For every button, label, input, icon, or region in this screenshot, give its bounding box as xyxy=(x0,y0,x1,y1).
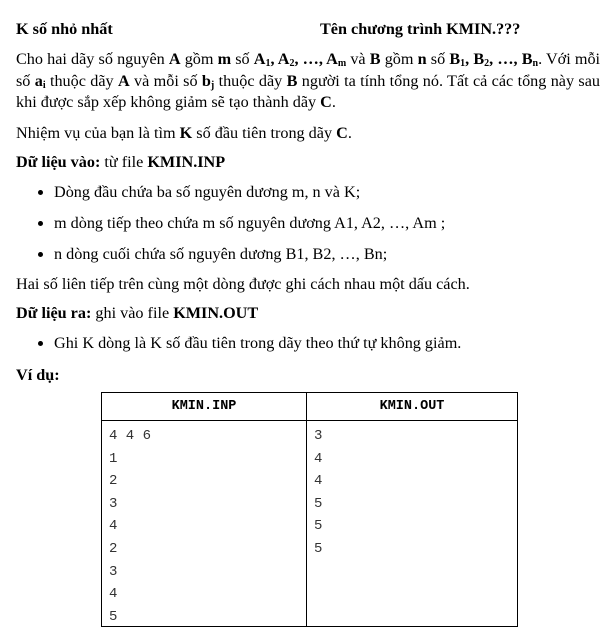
example-line: 4 xyxy=(109,586,118,603)
example-line: 2 xyxy=(109,540,118,557)
example-line: 3 xyxy=(314,428,323,444)
example-line: 5 xyxy=(314,518,323,535)
input-bullet-item: Dòng đầu chứa ba số nguyên dương m, n và K; xyxy=(38,183,360,202)
program-name: Tên chương trình KMIN.??? xyxy=(320,20,521,38)
output-column xyxy=(307,393,517,626)
output-cell xyxy=(307,421,517,561)
output-bullet-item: Ghi K dòng là K số đầu tiên trong dãy theo thứ tự không giảm. xyxy=(38,334,461,353)
input-bullet-item: m dòng tiếp theo chứa m số nguyên dương A1, A2, …, Am ; xyxy=(38,214,445,233)
example-line: 5 xyxy=(314,540,323,557)
problem-title: K số nhỏ nhất xyxy=(16,20,113,38)
input-cell xyxy=(102,421,306,628)
example-line: 1 xyxy=(109,450,118,467)
example-line: 4 xyxy=(314,450,323,467)
bullet-icon xyxy=(38,221,43,226)
input-column xyxy=(102,393,307,626)
input-note: Hai số liên tiếp trên cùng một dòng được ghi cách nhau một dấu cách. xyxy=(16,275,470,293)
bullet-icon xyxy=(38,341,43,346)
example-line: 3 xyxy=(109,495,118,512)
example-heading: Ví dụ: xyxy=(16,366,60,384)
bullet-icon xyxy=(38,252,43,257)
example-line: 5 xyxy=(314,495,323,512)
example-line: 2 xyxy=(109,473,118,490)
example-line: 4 4 6 xyxy=(109,428,152,444)
bullet-icon xyxy=(38,190,43,195)
example-line: 4 xyxy=(314,473,323,490)
example-line: 4 xyxy=(109,518,118,535)
task-paragraph: Nhiệm vụ của bạn là tìm K số đầu tiên trong dãy C. xyxy=(16,124,352,142)
example-table xyxy=(101,392,518,627)
example-line: 5 xyxy=(109,608,118,625)
input-section-heading: Dữ liệu vào: từ file KMIN.INP xyxy=(16,153,226,171)
input-bullet-item: n dòng cuối chứa số nguyên dương B1, B2, …, Bn; xyxy=(38,245,387,264)
output-column-header: KMIN.OUT xyxy=(307,393,517,421)
example-line: 3 xyxy=(109,563,118,580)
problem-statement-paragraph: Cho hai dãy số nguyên A gồm m số $A_1$, $A_2$, …, $A_m$ và B gồm n số $B_1$, $B_2$, …, $B_n$. Với mỗi số $a_i$ thuộc dãy A và mỗi số $b_j$ thuộc dãy B người ta tính tổng nó. Tất cả các tổng này sau khi được sắp xếp không giảm sẽ tạo thành dãy C. xyxy=(16,50,601,111)
input-column-header: KMIN.INP xyxy=(102,393,306,421)
output-section-heading: Dữ liệu ra: ghi vào file KMIN.OUT xyxy=(16,304,259,322)
